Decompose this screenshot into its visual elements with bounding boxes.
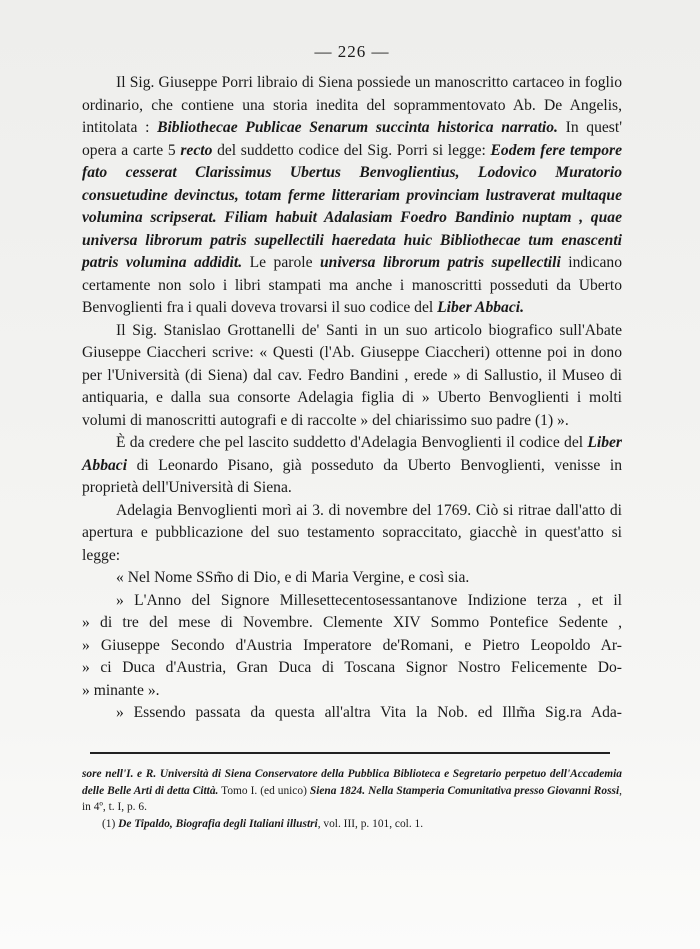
text-run: (1)	[102, 817, 119, 830]
italic-text: universa librorum patris supellectili	[320, 254, 561, 271]
book-page	[82, 42, 622, 725]
quote-line: » di tre del mese di Novembre. Clemente XIV Sommo Pontefice Sedente ,	[82, 614, 622, 631]
text-run: Adelagia Benvoglienti morì ai 3. di novembre del 1769. Ciò si ritrae dall'atto di apertura e pubblicazione del suo testamento sopraccitato, giacchè in quest'atto si legge:	[82, 501, 622, 564]
testament-quote	[82, 567, 622, 725]
quote-line: » ci Duca d'Austria, Gran Duca di Toscana Signor Nostro Felicemente Do-	[82, 659, 622, 676]
italic-text: Eodem fere tempore fato cesserat Clarissimus Ubertus Benvoglientius, Lodovico Muratorio consuetudine devinctus, totam ferme litterariam provinciam lustraverat multaque volumina scripserat. Filiam habuit Adalasiam Foedro Bandinio nuptam , quae universa librorum patris supellectili haeredata huic Bibliothecae tum enascenti patris volumina addidit.	[82, 141, 623, 271]
quote-line: « Nel Nome SSm̃o di Dio, e di Maria Vergine, e così sia.	[116, 569, 470, 586]
quote-line: » Giuseppe Secondo d'Austria Imperatore de'Romani, e Pietro Leopoldo Ar-	[82, 636, 622, 654]
text-run: Il Sig. Giuseppe Porri libraio di Siena possiede un manoscritto cartaceo in foglio ordinario, che contiene una storia inedita del soprammentovato Ab. De Angelis, intitolata :	[82, 74, 622, 136]
text-run: Tomo I. (ed unico)	[218, 784, 310, 797]
text-run: , in 4º, t. I, p. 6.	[82, 784, 622, 813]
text-run: , vol. III, p. 101, col. 1.	[317, 817, 424, 830]
italic-text: De Tipaldo, Biografia degli Italiani illustri	[118, 817, 318, 830]
italic-text: recto	[180, 141, 213, 159]
italic-text: Siena 1824. Nella Stamperia Comunitativa presso Giovanni Rossi	[309, 784, 620, 797]
text-run: del suddetto codice del Sig. Porri si legge:	[212, 141, 491, 159]
italic-text: Liber Abbaci.	[437, 299, 525, 316]
quote-line: » minante ».	[82, 681, 160, 699]
footnote-1	[82, 816, 622, 833]
italic-text: sore nell'I. e R. Università di Siena Conservatore della Pubblica Biblioteca e Segretario perpetuo dell'Accademia delle Belle Arti di detta Città.	[82, 768, 622, 797]
page-number: — 226 —	[314, 42, 390, 61]
paragraph-liber-abbaci	[82, 432, 622, 500]
paragraph-grottanelli	[82, 320, 622, 433]
footnote-continuation	[82, 766, 622, 816]
quote-line: » Essendo passata da questa all'altra Vita la Nob. ed Illm̃a Sig.ra Ada-	[116, 704, 622, 721]
footnote-divider	[90, 752, 610, 754]
quote-line: » L'Anno del Signore Millesettecentosessantanove Indizione terza , et il	[116, 591, 622, 609]
text-run: di Leonardo Pisano, già posseduto da Uberto Benvoglienti, venisse in proprietà dell'Università di Siena.	[82, 456, 622, 496]
text-run: È da credere che pel lascito suddetto d'Adelagia Benvoglienti il codice del	[116, 434, 588, 451]
text-run: In quest' opera a carte 5	[82, 119, 622, 159]
paragraph-adelagia-death	[82, 500, 622, 568]
text-run: Il Sig. Stanislao Grottanelli de' Santi in un suo articolo biografico sull'Abate Giuseppe Ciaccheri scrive: « Questi (l'Ab. Giuseppe Ciaccheri) ottenne poi in dono per l'Università (di Siena) dal cav. Fedro Bandini , erede » di Sallustio, il Museo di antiquaria, e dalla sua consorte Adelagia figlia di » Uberto Benvoglienti i molti volumi di manoscritti autografi e di raccolte » del chiarissimo suo padre (1) ».	[82, 321, 622, 429]
text-run: indicano certamente non solo i libri stampati ma anche i manoscritti posseduti da Uberto Benvoglienti fra i quali doveva trovarsi il suo codice del	[82, 254, 622, 316]
italic-text: Liber Abbaci	[82, 434, 622, 474]
footnotes	[82, 766, 622, 832]
text-run: Le parole	[242, 254, 320, 271]
paragraph-porri-manuscript	[82, 72, 622, 320]
body-text	[82, 72, 622, 725]
italic-text: Bibliothecae Publicae Senarum succinta historica narratio.	[157, 119, 558, 136]
